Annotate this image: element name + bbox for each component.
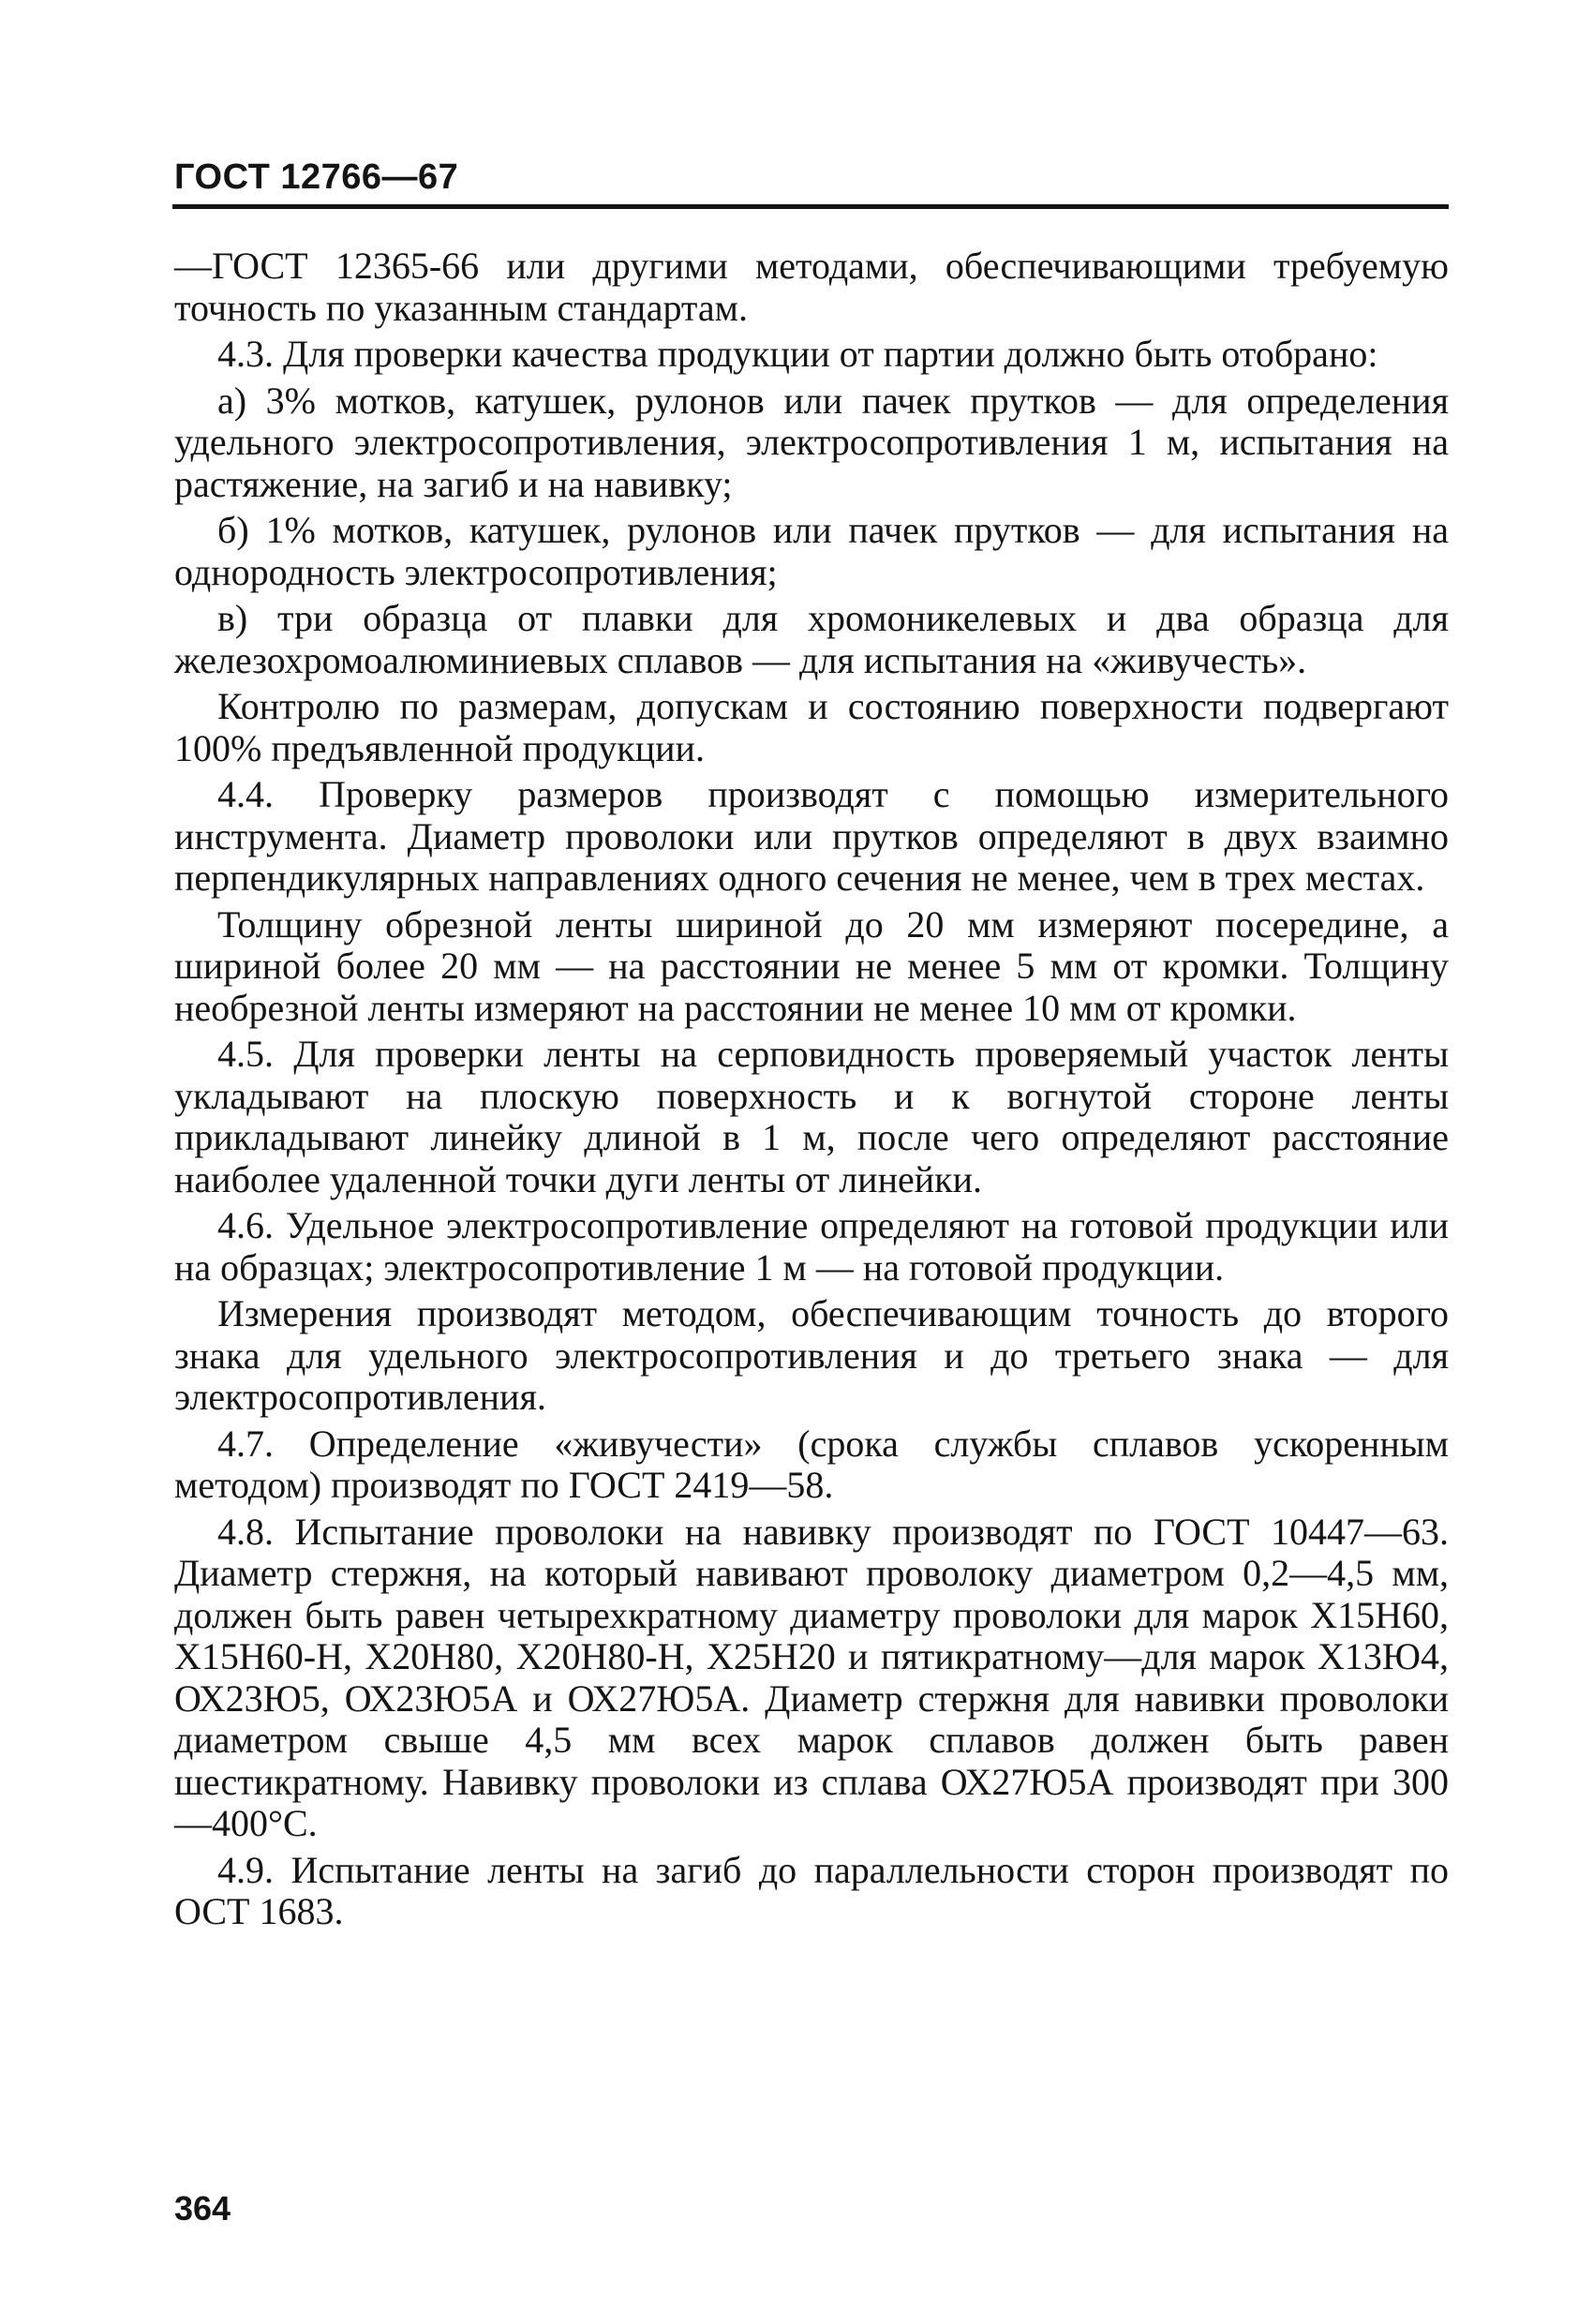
list-item-v: в) три образца от плавки для хромоникелевых и два образца для железохромоалюминиевых сплавов — для испытания на «живучесть». xyxy=(174,597,1449,681)
list-item-b: б) 1% мотков, катушек, рулонов или пачек прутков — для испытания на однородность электросопротивления; xyxy=(174,509,1449,593)
paragraph-4-6: 4.6. Удельное электросопротивление определяют на готовой продукции или на образцах; электросопротивление 1 м — на готовой продукции. xyxy=(174,1204,1449,1289)
paragraph-4-7: 4.7. Определение «живучести» (срока службы сплавов ускоренным методом) производят по ГОСТ 2419—58. xyxy=(174,1422,1449,1506)
paragraph-4-9: 4.9. Испытание ленты на загиб до параллельности сторон производят по ОСТ 1683. xyxy=(174,1848,1449,1932)
paragraph-measurements: Измерения производят методом, обеспечивающим точность до второго знака для удельного электросопротивления и до третьего знака — для электросопротивления. xyxy=(174,1292,1449,1418)
page-header: ГОСТ 12766—67 xyxy=(174,157,459,197)
page-number: 364 xyxy=(174,2189,231,2227)
list-item-a: а) 3% мотков, катушек, рулонов или пачек прутков — для определения удельного электросопротивления, электросопротивления 1 м, испытания на растяжение, на загиб и на навивку; xyxy=(174,379,1449,505)
paragraph-4-8: 4.8. Испытание проволоки на навивку производят по ГОСТ 10447—63. Диаметр стержня, на который навивают проволоку диаметром 0,2—4,5 мм, должен быть равен четырехкратному диаметру проволоки для марок Х15Н60, Х15Н60-Н, Х20Н80, Х20Н80-Н, Х25Н20 и пятикратному—для марок Х13Ю4, ОХ23Ю5, ОХ23Ю5А и ОХ27Ю5А. Диаметр стержня для навивки проволоки диаметром свыше 4,5 мм всех марок сплавов должен быть равен шестикратному. Навивку проволоки из сплава ОХ27Ю5А производят при 300—400°С. xyxy=(174,1510,1449,1844)
body-text xyxy=(174,246,1449,1938)
paragraph-4-4: 4.4. Проверку размеров производят с помощью измерительного инструмента. Диаметр проволоки или прутков определяют в двух взаимно перпендикулярных направлениях одного сечения не менее, чем в трех местах. xyxy=(174,773,1449,899)
paragraph-4-3: 4.3. Для проверки качества продукции от партии должно быть отобрано: xyxy=(217,333,1378,375)
paragraph-thickness: Толщину обрезной ленты шириной до 20 мм измеряют посередине, а шириной более 20 мм — на расстоянии не менее 5 мм от кромки. Толщину необрезной ленты измеряют на расстоянии не менее 10 мм от кромки. xyxy=(174,902,1449,1029)
paragraph-4-5: 4.5. Для проверки ленты на серповидность проверяемый участок ленты укладывают на плоскую поверхность и к вогнутой стороне ленты прикладывают линейку длиной в 1 м, после чего определяют расстояние наиболее удаленной точки дуги ленты от линейки. xyxy=(174,1033,1449,1200)
paragraph-continuation: —ГОСТ 12365-66 или другими методами, обеспечивающими требуемую точность по указанным стандартам. xyxy=(174,245,1449,329)
header-rule xyxy=(172,204,1449,209)
paragraph-control: Контролю по размерам, допускам и состоянию поверхности подвергают 100% предъявленной продукции. xyxy=(174,685,1449,769)
